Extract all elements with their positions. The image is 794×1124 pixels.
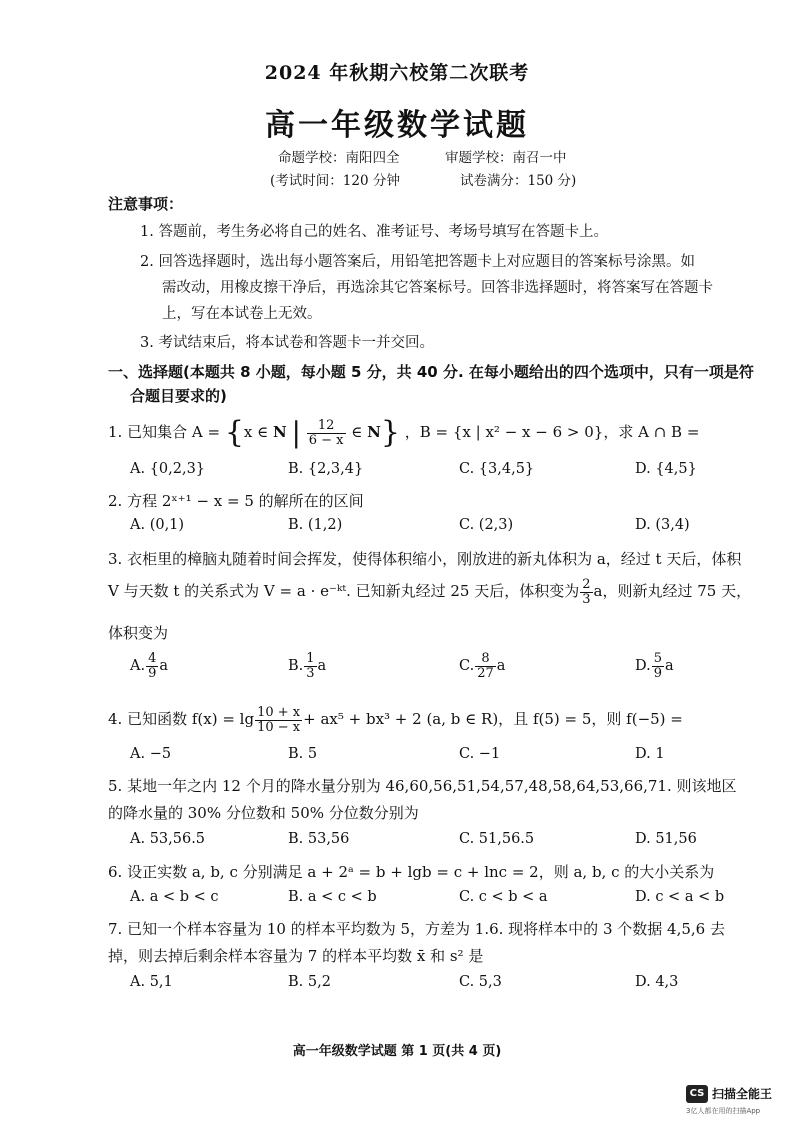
question-7-line-2: 掉，则去掉后剩余样本容量为 7 的样本平均数 x̄ 和 s² 是	[108, 947, 484, 965]
question-5-option-b: B. 53,56	[288, 831, 350, 847]
question-7-option-c: C. 5,3	[459, 974, 502, 990]
question-1-option-a: A. {0,2,3}	[130, 461, 206, 477]
question-3-option-d: D. $\frac{5}{9}$ a	[635, 651, 674, 681]
question-2-option-c: C. (2,3)	[459, 517, 514, 533]
section-1-line-1: 一、选择题(本题共 8 小题，每小题 5 分，共 40 分. 在每小题给出的四个选项中，只有一项是符	[108, 363, 754, 381]
question-1-option-d: D. {4,5}	[635, 461, 697, 477]
question-3-line-2: V 与天数 t 的关系式为 V = a · e⁻ᵏᵗ. 已知新丸经过 25 天后，体积变为 $\frac{2}{3}$ a，则新丸经过 75 天，	[108, 577, 752, 607]
section-1-line-2: 合题目要求的)	[130, 387, 227, 405]
exam-time: (考试时间：120 分钟	[270, 173, 400, 189]
notice-item-2-line-2: 需改动，用橡皮擦干净后，再选涂其它答案标号。回答非选择题时，将答案写在答题卡	[162, 280, 713, 296]
question-6-option-c: C. c < b < a	[459, 889, 548, 905]
question-5-line-1: 5. 某地一年之内 12 个月的降水量分别为 46,60,56,51,54,57,48,58,64,53,66,71. 则该地区	[108, 777, 737, 795]
question-7-option-d: D. 4,3	[635, 974, 679, 990]
question-4-option-d: D. 1	[635, 746, 665, 762]
question-3-line-1: 3. 衣柜里的樟脑丸随着时间会挥发，使得体积缩小，刚放进的新丸体积为 a，经过 t 天后，体积	[108, 550, 742, 568]
subject-title: 高一年级数学试题	[265, 108, 529, 143]
question-2-option-a: A. (0,1)	[130, 517, 185, 533]
question-7-line-1: 7. 已知一个样本容量为 10 的样本平均数为 5，方差为 1.6. 现将样本中的 3 个数据 4,5,6 去	[108, 920, 725, 938]
question-2-option-d: D. (3,4)	[635, 517, 690, 533]
review-school: 审题学校：南召一中	[445, 150, 567, 166]
question-7-option-a: A. 5,1	[130, 974, 173, 990]
question-2-option-b: B. (1,2)	[288, 517, 343, 533]
question-4-option-c: C. −1	[459, 746, 501, 762]
question-3-option-c: C. $\frac{8}{27}$ a	[459, 651, 506, 681]
notice-item-3: 3. 考试结束后，将本试卷和答题卡一并交回。	[140, 335, 434, 351]
question-4-stem: 4. 已知函数 f(x) = lg $\frac{10 + x}{10 - x}$ + ax⁵ + bx³ + 2 (a, b ∈ R)，且 f(5) = 5，则 f(−5) =	[108, 705, 683, 735]
question-1-option-c: C. {3,4,5}	[459, 461, 535, 477]
author-school: 命题学校：南阳四全	[278, 150, 400, 166]
exam-title: 2024 年秋期六校第二次联考	[264, 62, 530, 84]
question-5-option-a: A. 53,56.5	[130, 831, 206, 847]
question-4-option-b: B. 5	[288, 746, 318, 762]
notice-item-2-line-1: 2. 回答选择题时，选出每小题答案后，用铅笔把答题卡上对应题目的答案标号涂黑。如	[140, 254, 695, 270]
fraction: $\frac{2}{3}$	[582, 577, 591, 607]
question-1-stem: 1. 已知集合 A = {x ∈ N | $\frac{12}{6 - x}$ ∈ N} ，B = {x | x² − x − 6 > 0}，求 A ∩ B =	[108, 415, 700, 450]
cs-logo-icon: CS	[686, 1085, 708, 1103]
question-4-option-a: A. −5	[130, 746, 172, 762]
exam-score: 试卷满分：150 分)	[460, 173, 577, 189]
question-5-line-2: 的降水量的 30% 分位数和 50% 分位数分别为	[108, 804, 419, 822]
scanner-tagline: 3亿人都在用的扫描App	[686, 1107, 761, 1115]
fraction: $\frac{12}{6 - x}$	[308, 417, 344, 448]
question-2-stem: 2. 方程 2ˣ⁺¹ − x = 5 的解所在的区间	[108, 492, 364, 510]
question-3-option-a: A. $\frac{4}{9}$ a	[130, 651, 169, 681]
question-6-option-a: A. a < b < c	[130, 889, 219, 905]
question-5-option-c: C. 51,56.5	[459, 831, 535, 847]
question-7-option-b: B. 5,2	[288, 974, 331, 990]
question-3-line-3: 体积变为	[108, 624, 169, 642]
scanner-app-name: 扫描全能王	[712, 1087, 773, 1101]
question-6-option-b: B. a < c < b	[288, 889, 377, 905]
question-5-option-d: D. 51,56	[635, 831, 697, 847]
notice-item-2-line-3: 上，写在本试卷上无效。	[162, 306, 322, 322]
page-footer: 高一年级数学试题 第 1 页(共 4 页)	[292, 1044, 502, 1059]
notice-item-1: 1. 答题前，考生务必将自己的姓名、准考证号、考场号填写在答题卡上。	[140, 224, 608, 240]
scanner-logo	[686, 1083, 772, 1103]
notice-heading: 注意事项：	[108, 195, 184, 213]
fraction: $\frac{10 + x}{10 - x}$	[257, 705, 301, 735]
question-3-option-b: B. $\frac{1}{3}$ a	[288, 651, 327, 681]
question-6-option-d: D. c < a < b	[635, 889, 725, 905]
question-6-stem: 6. 设正实数 a, b, c 分别满足 a + 2ᵃ = b + lgb = c + lnc = 2，则 a, b, c 的大小关系为	[108, 863, 715, 881]
question-1-option-b: B. {2,3,4}	[288, 461, 364, 477]
